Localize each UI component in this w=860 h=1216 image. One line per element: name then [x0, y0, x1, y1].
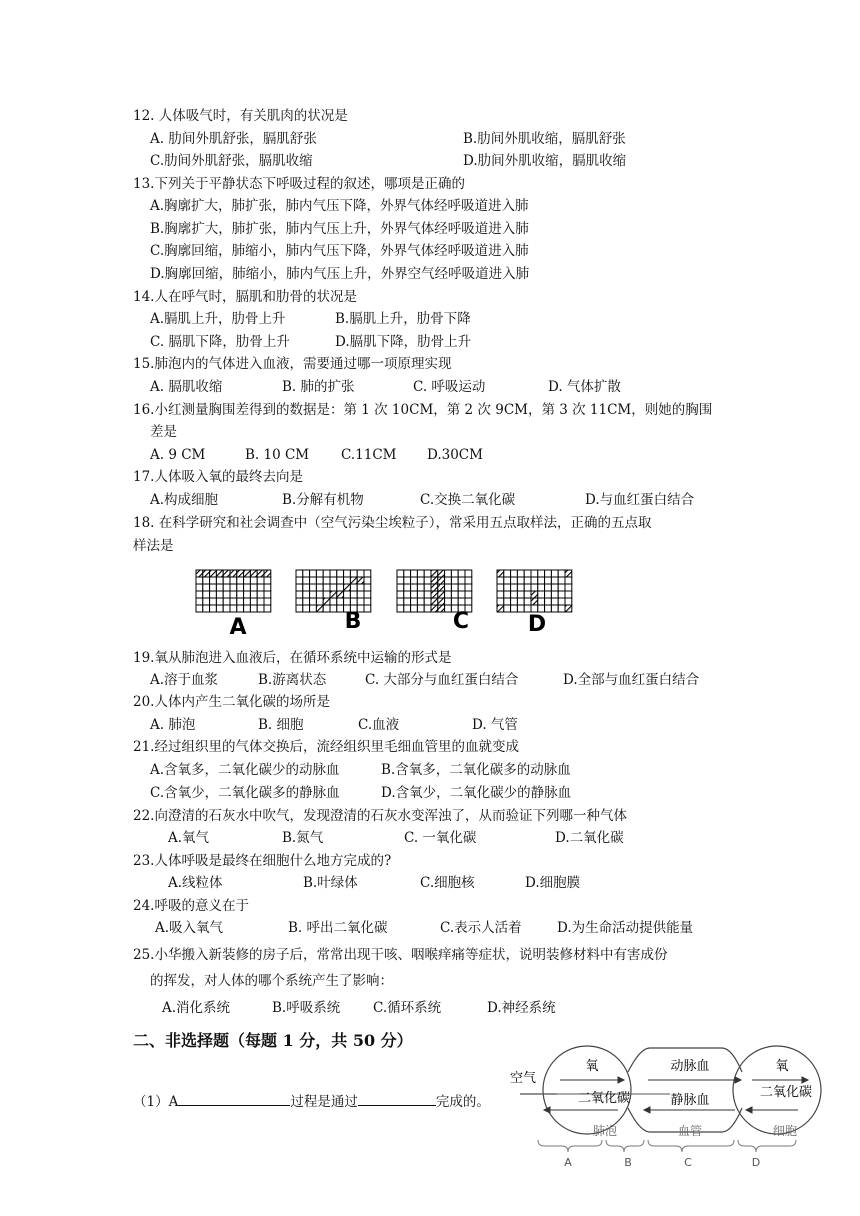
- q23-option-d: D.细胞膜: [525, 875, 581, 891]
- q15-option-a: A. 膈肌收缩: [150, 379, 223, 395]
- q12-stem: 12. 人体吸气时，有关肌肉的状况是: [133, 108, 348, 124]
- label-co2-left: 二氧化碳: [577, 1091, 631, 1106]
- grid-label-d: D: [527, 612, 547, 637]
- q19-option-b: B.游离状态: [258, 672, 327, 688]
- q26-part1-mid: 过程是通过: [290, 1094, 358, 1110]
- grid-label-c: C: [452, 609, 470, 634]
- q16-option-a: A. 9 CM: [150, 447, 206, 463]
- q15-option-b: B. 肺的扩张: [282, 379, 355, 395]
- label-oxygen-left: 氧: [585, 1059, 599, 1074]
- q13-option-b: B.胸廓扩大，肺扩张，肺内气压上升，外界气体经呼吸道进入肺: [150, 221, 529, 237]
- q17-option-b: B.分解有机物: [282, 492, 364, 508]
- q26-blank-1[interactable]: [178, 1091, 290, 1106]
- q16-stem: 16.小红测量胸围差得到的数据是：第 1 次 10CM，第 2 次 9CM，第 3 次 11CM，则她的胸围: [133, 402, 713, 418]
- q20-option-c: C.血液: [358, 717, 400, 733]
- sampling-grids-figure: [190, 568, 590, 638]
- q15-option-d: D. 气体扩散: [548, 379, 621, 395]
- q14-option-a: A.膈肌上升，肋骨上升: [150, 311, 286, 327]
- q16-option-c: C.11CM: [341, 447, 397, 463]
- label-venous-blood: 静脉血: [670, 1093, 710, 1108]
- q26-blank-2[interactable]: [358, 1091, 436, 1106]
- q16-option-d: D.30CM: [427, 447, 483, 463]
- label-co2-right: 二氧化碳: [759, 1085, 813, 1100]
- q23-option-b: B.叶绿体: [303, 875, 358, 891]
- stage-label-b: B: [624, 1156, 632, 1169]
- stage-label-c: C: [684, 1156, 692, 1169]
- q24-option-d: D.为生命活动提供能量: [557, 920, 694, 936]
- q14-option-d: D.膈肌下降，肋骨上升: [335, 334, 472, 350]
- q12-option-b: B.肋间外肌收缩，膈肌舒张: [463, 131, 626, 147]
- q22-option-d: D.二氧化碳: [555, 830, 624, 846]
- q26-part1-start: （1）A: [133, 1094, 179, 1110]
- q25-option-b: B.呼吸系统: [272, 1000, 341, 1016]
- q25-option-a: A.消化系统: [162, 1000, 231, 1016]
- q12-option-d: D.肋间外肌收缩，膈肌收缩: [463, 153, 627, 169]
- q15-option-c: C. 呼吸运动: [413, 379, 486, 395]
- stage-brace: [538, 1140, 796, 1152]
- q20-option-d: D. 气管: [472, 717, 518, 733]
- q22-option-a: A.氧气: [168, 830, 210, 846]
- q25-stem: 25.小华搬入新装修的房子后，常常出现干咳、咽喉痒痛等症状，说明装修材料中有害成份: [133, 947, 668, 963]
- q13-option-a: A.胸廓扩大，肺扩张，肺内气压下降，外界气体经呼吸道进入肺: [150, 198, 529, 214]
- q25-stem-cont: 的挥发，对人体的哪个系统产生了影响：: [150, 973, 393, 989]
- label-alveoli: 肺泡: [592, 1124, 618, 1138]
- q15-stem: 15.肺泡内的气体进入血液，需要通过哪一项原理实现: [133, 356, 452, 372]
- q21-option-d: D.含氧少，二氧化碳少的静脉血: [381, 785, 572, 801]
- q20-stem: 20.人体内产生二氧化碳的场所是: [133, 694, 330, 710]
- grid-b: [296, 570, 371, 612]
- q19-option-d: D.全部与血红蛋白结合: [563, 672, 700, 688]
- q14-option-c: C. 膈肌下降，肋骨上升: [150, 334, 290, 350]
- q19-option-a: A.溶于血浆: [150, 672, 219, 688]
- q19-stem: 19.氧从肺泡进入血液后，在循环系统中运输的形式是: [133, 650, 452, 666]
- grid-c: [397, 570, 472, 612]
- q12-option-c: C.肋间外肌舒张，膈肌收缩: [150, 153, 313, 169]
- section-title-non-choice: 二、非选择题（每题 1 分，共 50 分）: [133, 1031, 413, 1050]
- q17-option-a: A.构成细胞: [150, 492, 219, 508]
- q13-stem: 13.下列关于平静状态下呼吸过程的叙述，哪项是正确的: [133, 176, 465, 192]
- q24-stem: 24.呼吸的意义在于: [133, 898, 249, 914]
- q20-option-a: A. 肺泡: [150, 717, 196, 733]
- q24-option-b: B. 呼出二氧化碳: [288, 920, 388, 936]
- stage-label-d: D: [751, 1156, 761, 1169]
- grid-label-b: B: [344, 609, 362, 634]
- q26-part1-end: 完成的。: [435, 1094, 490, 1110]
- grid-d: [497, 570, 572, 612]
- q16-stem-cont: 差是: [150, 424, 177, 440]
- q21-option-c: C.含氧少，二氧化碳多的静脉血: [150, 785, 340, 801]
- q17-stem: 17.人体吸入氧的最终去向是: [133, 469, 303, 485]
- q14-stem: 14.人在呼气时，膈肌和肋骨的状况是: [133, 289, 357, 305]
- q21-option-a: A.含氧多，二氧化碳少的动脉血: [150, 762, 340, 778]
- q25-option-d: D.神经系统: [487, 1000, 556, 1016]
- q12-option-a: A. 肋间外肌舒张，膈肌舒张: [150, 131, 317, 147]
- respiration-diagram: [500, 1040, 830, 1175]
- q24-option-a: A.吸入氧气: [155, 920, 224, 936]
- q23-option-a: A.线粒体: [168, 875, 223, 891]
- label-vessel: 血管: [677, 1124, 703, 1138]
- q25-option-c: C.循环系统: [373, 1000, 442, 1016]
- q21-option-b: B.含氧多，二氧化碳多的动脉血: [381, 762, 571, 778]
- q23-option-c: C.细胞核: [420, 875, 475, 891]
- q17-option-c: C.交换二氧化碳: [420, 492, 516, 508]
- q22-stem: 22.向澄清的石灰水中吹气，发现澄清的石灰水变浑浊了，从而验证下列哪一种气体: [133, 808, 627, 824]
- q18-stem-cont: 样法是: [133, 538, 174, 554]
- grid-a: [196, 570, 271, 612]
- label-oxygen-right: 氧: [775, 1059, 789, 1074]
- q22-option-c: C. 一氧化碳: [404, 830, 477, 846]
- q20-option-b: B. 细胞: [258, 717, 304, 733]
- q16-option-b: B. 10 CM: [245, 447, 310, 463]
- q13-option-d: D.胸廓回缩，肺缩小，肺内气压上升，外界空气经呼吸道进入肺: [150, 266, 530, 282]
- q26-part1: [133, 1091, 490, 1112]
- q19-option-c: C. 大部分与血红蛋白结合: [365, 672, 519, 688]
- stage-label-a: A: [564, 1156, 572, 1169]
- q23-stem: 23.人体呼吸是最终在细胞什么地方完成的?: [133, 853, 392, 869]
- label-air: 空气: [510, 1071, 537, 1086]
- q18-stem: 18. 在科学研究和社会调查中（空气污染尘埃粒子），常采用五点取样法，正确的五点取: [133, 515, 652, 531]
- q21-stem: 21.经过组织里的气体交换后，流经组织里毛细血管里的血就变成: [133, 739, 519, 755]
- label-arterial-blood: 动脉血: [670, 1059, 710, 1074]
- q14-option-b: B.膈肌上升，肋骨下降: [335, 311, 471, 327]
- q22-option-b: B.氮气: [282, 830, 324, 846]
- q17-option-d: D.与血红蛋白结合: [585, 492, 695, 508]
- grid-label-a: A: [229, 615, 247, 638]
- label-cell: 细胞: [772, 1124, 798, 1138]
- q13-option-c: C.胸廓回缩，肺缩小，肺内气压下降，外界气体经呼吸道进入肺: [150, 243, 529, 259]
- q24-option-c: C.表示人活着: [440, 920, 522, 936]
